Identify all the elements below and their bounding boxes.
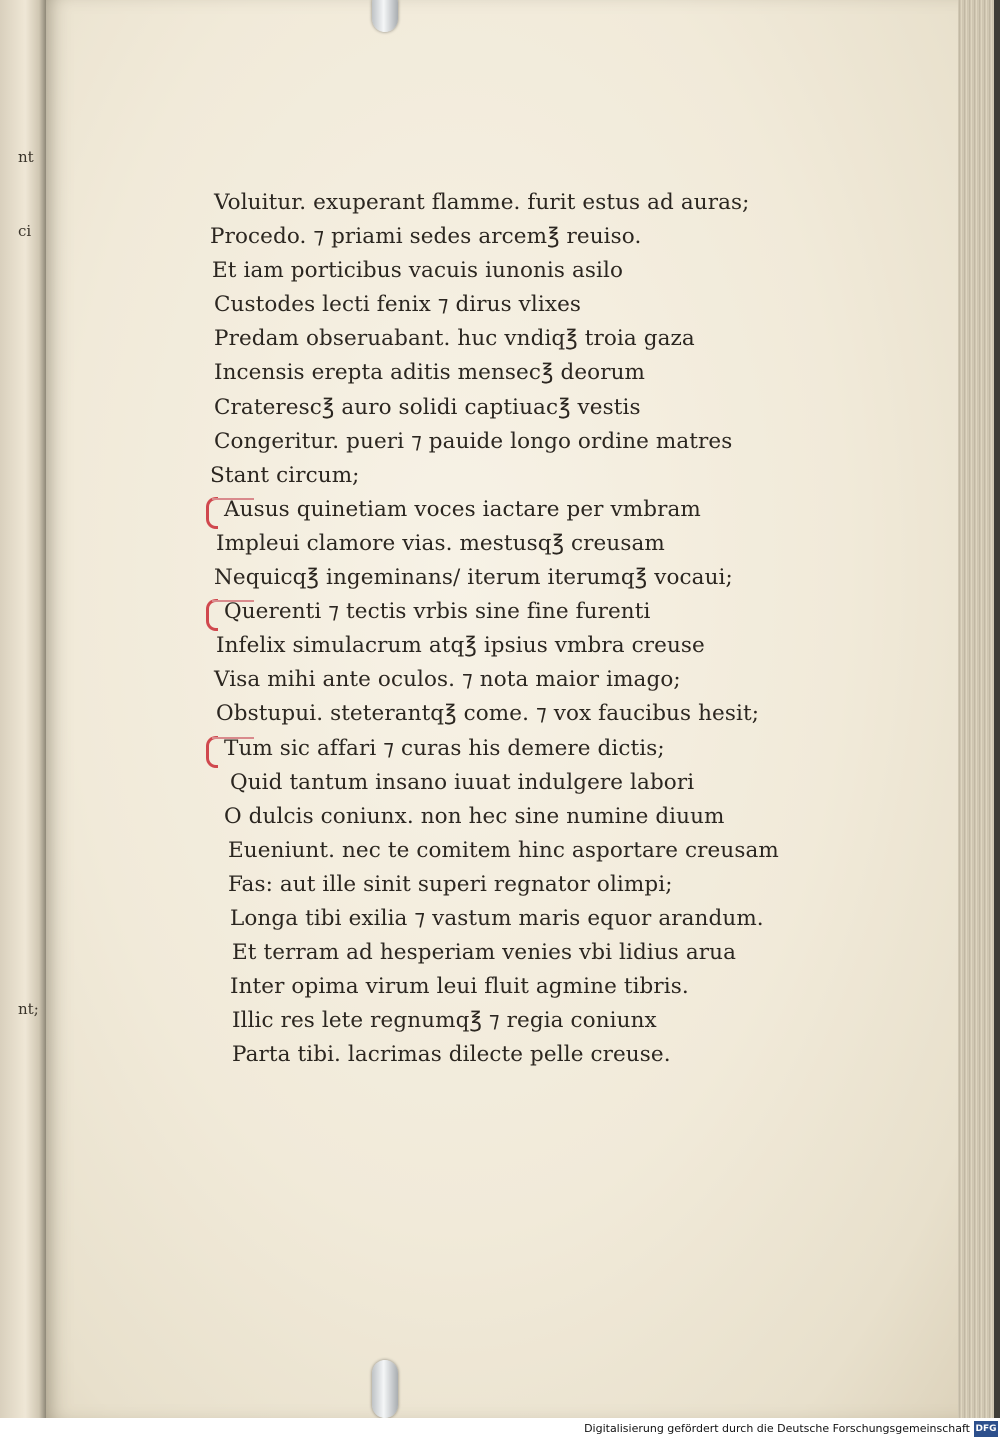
verse-line <box>198 561 818 595</box>
verse-line <box>198 970 818 1004</box>
verse-text: Longa tibi exilia ⁊ vastum maris equor arandum. <box>230 905 764 931</box>
verse-line <box>198 800 818 834</box>
verse-text: Congeritur. pueri ⁊ pauide longo ordine matres <box>214 428 733 454</box>
verse-text: Parta tibi. lacrimas dilecte pelle creuse. <box>232 1042 671 1068</box>
verse-line <box>198 220 818 254</box>
verse-line <box>198 834 818 868</box>
verse-text: Impleui clamore vias. mestusq℥ creusam <box>216 530 665 556</box>
verse-text: Illic res lete regnumq℥ ⁊ regia coniunx <box>232 1008 657 1034</box>
verse-line <box>198 697 818 731</box>
verse-text: Stant circum; <box>210 462 360 488</box>
previous-page-edge <box>0 0 46 1418</box>
verse-line <box>198 459 818 493</box>
verse-text: Incensis erepta aditis mensec℥ deorum <box>214 360 646 386</box>
rubrication-mark <box>204 736 224 764</box>
verse-text: Quid tantum insano iuuat indulgere labori <box>230 769 695 795</box>
verse-text: Fas: aut ille sinit superi regnator olimpi; <box>228 871 673 897</box>
verse-line <box>198 288 818 322</box>
verse-text: Visa mihi ante oculos. ⁊ nota maior imago; <box>214 667 681 693</box>
previous-page-fragment: nt <box>18 148 34 166</box>
verse-line <box>198 766 818 800</box>
verse-text: Inter opima virum leui fluit agmine tibris. <box>230 974 689 1000</box>
previous-page-fragment: ci <box>18 222 32 240</box>
verse-text: Et terram ad hesperiam venies vbi lidius arua <box>232 940 736 966</box>
rubrication-mark <box>204 599 224 627</box>
verse-line <box>198 425 818 459</box>
verse-line <box>198 356 818 390</box>
verse-line <box>198 254 818 288</box>
dfg-logo: DFG <box>974 1421 998 1437</box>
verse-text-block <box>198 186 818 1072</box>
verse-text: Tum sic affari ⁊ curas his demere dictis; <box>224 735 665 761</box>
verse-line <box>198 527 818 561</box>
verse-line <box>198 595 818 629</box>
verse-line <box>198 629 818 663</box>
verse-text: Eueniunt. nec te comitem hinc asportare creusam <box>228 837 779 863</box>
verse-line <box>198 391 818 425</box>
verse-line <box>198 493 818 527</box>
verse-text: Procedo. ⁊ priami sedes arcem℥ reuiso. <box>210 224 642 250</box>
verse-text: O dulcis coniunx. non hec sine numine diuum <box>224 803 725 829</box>
verse-text: Infelix simulacrum atq℥ ipsius vmbra creuse <box>216 633 705 659</box>
verse-line <box>198 902 818 936</box>
book-clip-bottom <box>372 1360 398 1418</box>
verse-text: Querenti ⁊ tectis vrbis sine fine furenti <box>224 599 651 625</box>
verse-line <box>198 1004 818 1038</box>
verse-line <box>198 322 818 356</box>
verse-text: Voluitur. exuperant flamme. furit estus ad auras; <box>214 190 750 215</box>
verse-text: Nequicq℥ ingeminans/ iterum iterumq℥ vocaui; <box>214 565 733 591</box>
footer-bar <box>0 1418 1000 1442</box>
verse-line <box>198 1038 818 1072</box>
verse-text: Ausus quinetiam voces iactare per vmbram <box>224 496 701 522</box>
page-stack-edges <box>958 0 1000 1418</box>
verse-text: Predam obseruabant. huc vndiq℥ troia gaza <box>214 326 695 352</box>
rubrication-mark <box>204 497 224 525</box>
verse-line <box>198 663 818 697</box>
verse-text: Crateresc℥ auro solidi captiuac℥ vestis <box>214 394 641 420</box>
previous-page-fragment: nt; <box>18 1000 39 1018</box>
verse-line <box>198 186 818 220</box>
verse-text: Custodes lecti fenix ⁊ dirus vlixes <box>214 292 582 318</box>
funding-credit: Digitalisierung gefördert durch die Deutsche Forschungsgemeinschaft <box>584 1422 970 1435</box>
verse-text: Et iam porticibus vacuis iunonis asilo <box>212 258 624 284</box>
verse-line <box>198 868 818 902</box>
verse-line <box>198 936 818 970</box>
verse-text: Obstupui. steterantq℥ come. ⁊ vox faucibus hesit; <box>216 701 760 727</box>
book-clip-top <box>372 0 398 32</box>
verse-line <box>198 732 818 766</box>
